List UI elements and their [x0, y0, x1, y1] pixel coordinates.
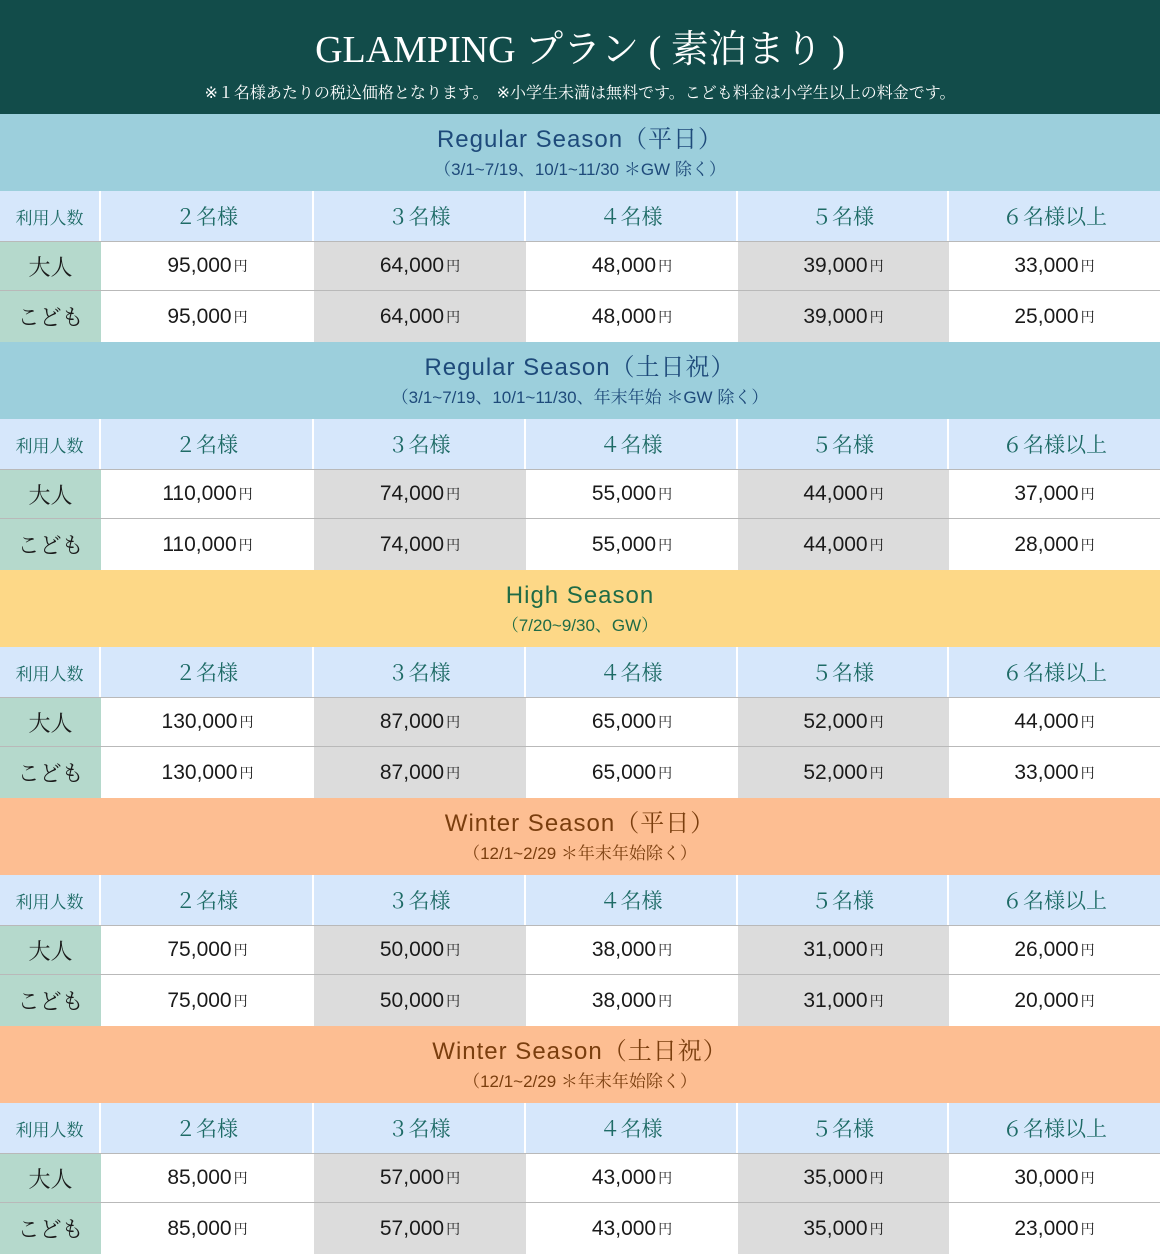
- price-cell: [949, 519, 1160, 570]
- currency-unit: 円: [446, 1220, 461, 1237]
- currency-unit: 円: [233, 942, 248, 958]
- adult-price-row: [0, 697, 1160, 746]
- season-header: [0, 570, 1160, 647]
- season-name: Winter Season（平日）: [444, 810, 716, 837]
- price-value: 44,000: [1014, 710, 1079, 733]
- price-cell: [314, 747, 526, 798]
- season-name: Regular Season（土日祝）: [424, 354, 736, 381]
- column-header-cell: ３名様: [314, 191, 526, 241]
- price-cell: [738, 519, 949, 570]
- currency-unit: 円: [1080, 308, 1095, 325]
- currency-unit: 円: [233, 308, 248, 325]
- currency-unit: 円: [1080, 942, 1095, 958]
- price-cell: [526, 242, 738, 290]
- price-value: 33,000: [1014, 760, 1079, 784]
- price-value: 52,000: [803, 710, 868, 733]
- price-value: 48,000: [591, 304, 657, 328]
- price-value: 43,000: [591, 1216, 657, 1240]
- season-period: （3/1~7/19、10/1~11/30 ＊GW 除く）: [434, 160, 726, 179]
- price-value: 25,000: [1014, 304, 1079, 328]
- price-value: 65,000: [591, 710, 657, 733]
- price-value: 20,000: [1014, 988, 1079, 1012]
- column-header-row: [0, 419, 1160, 469]
- price-value: 85,000: [167, 1216, 232, 1240]
- column-header-row: [0, 191, 1160, 241]
- row-label: こども: [0, 975, 101, 1026]
- price-cell: [101, 470, 314, 518]
- season-section: [0, 1026, 1160, 1254]
- season-section: [0, 114, 1160, 342]
- currency-unit: 円: [446, 764, 461, 781]
- price-value: 110,000: [162, 482, 237, 505]
- price-cell: [738, 698, 949, 746]
- price-cell: [526, 698, 738, 746]
- currency-unit: 円: [233, 992, 248, 1009]
- season-section: [0, 570, 1160, 798]
- child-price-row: [0, 974, 1160, 1026]
- season-period: （3/1~7/19、10/1~11/30、年末年始 ＊GW 除く）: [391, 388, 769, 407]
- column-header-cell: ３名様: [314, 1103, 526, 1153]
- price-value: 44,000: [803, 482, 868, 505]
- currency-unit: 円: [1080, 486, 1095, 502]
- season-period: （12/1~2/29 ＊年末年始除く）: [463, 844, 697, 863]
- currency-unit: 円: [658, 486, 673, 502]
- row-label: 大人: [0, 698, 101, 746]
- price-value: 57,000: [379, 1166, 445, 1189]
- column-header-label: 利用人数: [0, 647, 101, 697]
- price-value: 74,000: [379, 532, 445, 556]
- currency-unit: 円: [1080, 714, 1095, 730]
- column-header-cell: ２名様: [101, 419, 314, 469]
- price-value: 87,000: [379, 760, 445, 784]
- price-value: 75,000: [167, 988, 232, 1012]
- column-header-row: [0, 1103, 1160, 1153]
- row-label: こども: [0, 1203, 101, 1254]
- price-cell: [314, 698, 526, 746]
- price-value: 33,000: [1014, 254, 1079, 277]
- column-header-cell: ５名様: [738, 191, 949, 241]
- price-cell: [101, 926, 314, 974]
- page-title: GLAMPING プラン ( 素泊まり ): [315, 29, 845, 71]
- price-cell: [949, 291, 1160, 342]
- price-value: 87,000: [379, 710, 445, 733]
- price-value: 28,000: [1014, 532, 1079, 556]
- column-header-cell: ６名様以上: [1002, 661, 1107, 685]
- price-cell: [949, 975, 1160, 1026]
- price-value: 57,000: [379, 1216, 445, 1240]
- price-value: 37,000: [1014, 482, 1079, 505]
- price-cell: [101, 519, 314, 570]
- price-value: 44,000: [803, 532, 868, 556]
- price-value: 39,000: [803, 304, 868, 328]
- season-section: [0, 342, 1160, 570]
- season-header: [0, 114, 1160, 191]
- price-cell: [949, 1203, 1160, 1254]
- column-header-cell: ４名様: [526, 647, 738, 697]
- price-value: 130,000: [161, 710, 238, 733]
- price-value: 55,000: [591, 532, 657, 556]
- price-cell: [949, 242, 1160, 290]
- currency-unit: 円: [869, 486, 884, 502]
- price-value: 48,000: [591, 254, 657, 277]
- price-value: 23,000: [1014, 1216, 1079, 1240]
- currency-unit: 円: [869, 1170, 884, 1186]
- column-header-cell: ４名様: [526, 419, 738, 469]
- price-cell: [526, 747, 738, 798]
- price-value: 55,000: [591, 482, 657, 505]
- column-header-cell: ６名様以上: [1002, 433, 1107, 457]
- price-value: 31,000: [803, 938, 868, 961]
- row-label: こども: [0, 291, 101, 342]
- price-cell: [738, 1154, 949, 1202]
- season-period: （7/20~9/30、GW）: [501, 616, 659, 635]
- currency-unit: 円: [869, 308, 884, 325]
- currency-unit: 円: [869, 714, 884, 730]
- price-cell: [526, 470, 738, 518]
- currency-unit: 円: [658, 308, 673, 325]
- price-cell: [314, 975, 526, 1026]
- child-price-row: [0, 518, 1160, 570]
- row-label: 大人: [0, 1154, 101, 1202]
- currency-unit: 円: [446, 258, 461, 274]
- currency-unit: 円: [238, 486, 253, 502]
- column-header-cell: ３名様: [314, 647, 526, 697]
- column-header-row: [0, 875, 1160, 925]
- currency-unit: 円: [446, 714, 461, 730]
- currency-unit: 円: [1080, 1220, 1095, 1237]
- price-cell: [314, 519, 526, 570]
- price-value: 64,000: [379, 304, 445, 328]
- currency-unit: 円: [446, 536, 461, 553]
- currency-unit: 円: [1080, 1170, 1095, 1186]
- price-cell: [526, 1203, 738, 1254]
- price-value: 50,000: [379, 988, 445, 1012]
- price-value: 26,000: [1014, 938, 1079, 961]
- price-cell: [101, 747, 314, 798]
- column-header-cell: ４名様: [526, 191, 738, 241]
- currency-unit: 円: [658, 942, 673, 958]
- currency-unit: 円: [658, 1220, 673, 1237]
- row-label: 大人: [0, 470, 101, 518]
- currency-unit: 円: [446, 308, 461, 325]
- price-value: 110,000: [162, 532, 237, 556]
- price-value: 38,000: [591, 988, 657, 1012]
- price-cell: [738, 470, 949, 518]
- row-label: 大人: [0, 242, 101, 290]
- price-cell: [526, 975, 738, 1026]
- column-header-label: 利用人数: [0, 875, 101, 925]
- column-header-cell: ６名様以上: [1002, 889, 1107, 913]
- price-value: 75,000: [167, 938, 232, 961]
- child-price-row: [0, 746, 1160, 798]
- column-header-cell: ４名様: [526, 875, 738, 925]
- price-value: 64,000: [379, 254, 445, 277]
- price-cell: [314, 242, 526, 290]
- currency-unit: 円: [1080, 536, 1095, 553]
- currency-unit: 円: [658, 764, 673, 781]
- currency-unit: 円: [869, 992, 884, 1009]
- price-value: 130,000: [161, 760, 238, 784]
- price-cell: [526, 926, 738, 974]
- price-cell: [101, 1154, 314, 1202]
- price-cell: [101, 975, 314, 1026]
- price-tables: [0, 114, 1160, 1254]
- column-header-cell: ５名様: [738, 1103, 949, 1153]
- price-cell: [314, 926, 526, 974]
- column-header-cell: ５名様: [738, 647, 949, 697]
- row-label: こども: [0, 747, 101, 798]
- column-header-cell: ５名様: [738, 875, 949, 925]
- price-cell: [738, 975, 949, 1026]
- column-header-label: 利用人数: [0, 191, 101, 241]
- price-value: 38,000: [591, 938, 657, 961]
- price-value: 30,000: [1014, 1166, 1079, 1189]
- column-header-cell: ６名様以上: [1002, 205, 1107, 229]
- currency-unit: 円: [239, 714, 254, 730]
- column-header-label: 利用人数: [0, 1103, 101, 1153]
- price-cell: [101, 698, 314, 746]
- column-header-cell: ２名様: [101, 647, 314, 697]
- price-cell: [949, 926, 1160, 974]
- column-header-cell: ４名様: [526, 1103, 738, 1153]
- column-header-cell: ６名様以上: [1002, 1117, 1107, 1141]
- currency-unit: 円: [869, 536, 884, 553]
- price-cell: [526, 291, 738, 342]
- season-header: [0, 798, 1160, 875]
- price-value: 43,000: [591, 1166, 657, 1189]
- currency-unit: 円: [869, 764, 884, 781]
- price-value: 95,000: [167, 254, 232, 277]
- row-label: 大人: [0, 926, 101, 974]
- currency-unit: 円: [658, 714, 673, 730]
- price-cell: [314, 291, 526, 342]
- price-cell: [949, 747, 1160, 798]
- currency-unit: 円: [658, 992, 673, 1009]
- currency-unit: 円: [869, 942, 884, 958]
- currency-unit: 円: [238, 536, 253, 553]
- season-name: Regular Season（平日）: [436, 126, 724, 153]
- price-cell: [526, 1154, 738, 1202]
- price-value: 31,000: [803, 988, 868, 1012]
- child-price-row: [0, 290, 1160, 342]
- currency-unit: 円: [233, 1170, 248, 1186]
- column-header-cell: ３名様: [314, 875, 526, 925]
- adult-price-row: [0, 241, 1160, 290]
- season-period: （12/1~2/29 ＊年末年始除く）: [463, 1072, 697, 1091]
- price-value: 85,000: [167, 1166, 232, 1189]
- price-cell: [101, 291, 314, 342]
- price-cell: [738, 926, 949, 974]
- season-name: Winter Season（土日祝）: [432, 1038, 728, 1065]
- price-cell: [738, 747, 949, 798]
- price-note: ※１名様あたりの税込価格となります。 ※小学生未満は無料です。こども料金は小学生以上の料金です。: [204, 83, 956, 102]
- season-header: [0, 1026, 1160, 1103]
- currency-unit: 円: [658, 258, 673, 274]
- column-header-cell: ５名様: [738, 419, 949, 469]
- price-cell: [314, 1154, 526, 1202]
- price-cell: [101, 242, 314, 290]
- price-value: 65,000: [591, 760, 657, 784]
- season-section: [0, 798, 1160, 1026]
- currency-unit: 円: [233, 1220, 248, 1237]
- currency-unit: 円: [446, 942, 461, 958]
- column-header-cell: ２名様: [101, 1103, 314, 1153]
- row-label: こども: [0, 519, 101, 570]
- price-cell: [314, 470, 526, 518]
- currency-unit: 円: [869, 258, 884, 274]
- currency-unit: 円: [658, 536, 673, 553]
- adult-price-row: [0, 1153, 1160, 1202]
- column-header-cell: ３名様: [314, 419, 526, 469]
- price-cell: [738, 291, 949, 342]
- column-header-cell: ２名様: [101, 191, 314, 241]
- price-value: 50,000: [379, 938, 445, 961]
- price-cell: [101, 1203, 314, 1254]
- price-value: 95,000: [167, 304, 232, 328]
- column-header-cell: ２名様: [101, 875, 314, 925]
- currency-unit: 円: [1080, 258, 1095, 274]
- price-value: 35,000: [803, 1166, 868, 1189]
- child-price-row: [0, 1202, 1160, 1254]
- currency-unit: 円: [239, 764, 254, 781]
- currency-unit: 円: [446, 992, 461, 1009]
- price-cell: [738, 242, 949, 290]
- adult-price-row: [0, 469, 1160, 518]
- price-value: 52,000: [803, 760, 868, 784]
- adult-price-row: [0, 925, 1160, 974]
- price-cell: [949, 1154, 1160, 1202]
- currency-unit: 円: [658, 1170, 673, 1186]
- currency-unit: 円: [1080, 764, 1095, 781]
- price-cell: [949, 698, 1160, 746]
- currency-unit: 円: [1080, 992, 1095, 1009]
- price-cell: [314, 1203, 526, 1254]
- price-value: 35,000: [803, 1216, 868, 1240]
- price-cell: [738, 1203, 949, 1254]
- currency-unit: 円: [233, 258, 248, 274]
- season-name: High Season: [505, 582, 655, 609]
- price-value: 74,000: [379, 482, 445, 505]
- price-cell: [949, 470, 1160, 518]
- column-header-row: [0, 647, 1160, 697]
- page-header: [0, 0, 1160, 114]
- price-value: 39,000: [803, 254, 868, 277]
- price-cell: [526, 519, 738, 570]
- currency-unit: 円: [446, 1170, 461, 1186]
- column-header-label: 利用人数: [0, 419, 101, 469]
- season-header: [0, 342, 1160, 419]
- currency-unit: 円: [446, 486, 461, 502]
- currency-unit: 円: [869, 1220, 884, 1237]
